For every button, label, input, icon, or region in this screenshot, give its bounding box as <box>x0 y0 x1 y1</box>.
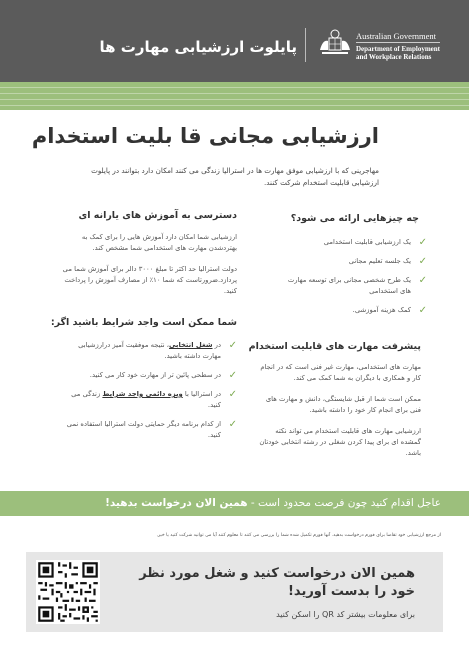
cta-headline-line-2: خود را بدست آورید! <box>288 584 415 599</box>
check-icon: ✓ <box>418 237 427 248</box>
department-name-line1: Department of Employment <box>356 45 440 53</box>
header-bar <box>0 0 469 82</box>
page-title: ارزشیابی مجانی قا بلیت استخدام <box>31 124 379 148</box>
department-name-line2: and Workplace Relations <box>356 53 432 61</box>
cta-instruction: برای معلومات بیشتر کد QR را اسکن کنید <box>276 610 415 619</box>
check-icon: ✓ <box>228 389 237 400</box>
eligibility-list <box>59 340 237 449</box>
employability-paragraph-3: ارزشیابی مهارت های قابلیت استخدام می تواند نکته گمشده ای برای پیدا کردن شغلی در رشته انتخابی خودتان باشد. <box>259 427 421 457</box>
gov-name: Australian Government <box>356 32 440 43</box>
list-item: ✓ یک ارزشیابی قابلیت استخدامی <box>323 237 427 248</box>
banner-text: عاجل اقدام کنید چون فرصت محدود است - همین الان درخواست بدهید! <box>105 497 441 509</box>
employability-paragraph-2: ممکن است شما از قبل شایستگی، دانش و مهارت های فنی برای انجام کار خود را داشته باشید. <box>265 395 421 414</box>
intro-paragraph: مهاجرینی که با ارزشیابی موفق مهارت ها در استرالیا زندگی می کنند امکان دارد بتوانند در پایلوت ارزشیابی قابلیت استخدام شرکت کنند. <box>91 166 379 187</box>
list-item: ✓ کمک هزینه آموزشی. <box>352 305 427 316</box>
footnote: از مرجع ارزشیابی خود تقاضا برای فورم درخواست بدهید. آنها فورم تکمیل شده شما را بررسی می کنند تا معلوم کنند آیا می توانید شرکت کنید یا خیر. <box>156 533 441 538</box>
training-paragraph-1: ارزشیابی شما امکان دارد آموزش هایی را برای کمک به بهتردشدن مهارت های استخدامی شما مشخص کند. <box>81 233 237 252</box>
government-logo-text <box>356 32 440 61</box>
header-title: پایلوت ارزشیابی مهارت ها <box>99 38 297 56</box>
offerings-list <box>279 237 427 324</box>
list-item: ✓ یک جلسه تعلیم مجانی <box>348 256 427 267</box>
check-icon: ✓ <box>228 419 237 430</box>
list-item: ✓ در استرالیا با ویزه دائمی واجد شرایط زندگی می کنید. <box>71 389 237 409</box>
check-icon: ✓ <box>228 340 237 351</box>
call-to-action-box <box>26 552 443 632</box>
list-item: ✓ یک طرح شخصی مجانی برای توسعه مهارت های استخدامی <box>287 275 427 295</box>
check-icon: ✓ <box>418 305 427 316</box>
list-item: ✓ از کدام برنامه دیگر حمایتی دولت استرالیا استفاده نمی کنید. <box>66 419 237 439</box>
urgent-banner <box>0 491 469 516</box>
list-item: ✓ در شغل انتخابی، نتیجه موفقیت آمیز درارزشیابی مهارت داشته باشید. <box>78 340 237 360</box>
training-heading: دسترسی به آموزش های یارانه ای <box>78 210 237 221</box>
employability-paragraph-1: مهارت های استخدامی، مهارت غیر فنی است که در انجام کار و همکاری با دیگران به شما کمک می کند. <box>260 363 421 382</box>
employability-heading: پیشرفت مهارت های قابلیت استخدام <box>248 341 421 352</box>
qr-code[interactable] <box>36 560 100 624</box>
training-paragraph-2: دولت استرالیا حد اکثر تا مبلغ ۳۰۰۰ دالر برای آموزش شما می پردازد.ضرورتاست که شما ۱۰٪ از مصارف آموزش را پرداخت کنید. <box>62 265 237 295</box>
list-item: ✓ در سطحی پائین تر از مهارت خود کار می کنید. <box>89 370 237 381</box>
cta-headline-line-1: همین الان درخواست کنید و شغل مورد نظر <box>139 566 415 581</box>
eligibility-heading: شما ممکن است واجد شرایط باشید اگر: <box>50 317 237 328</box>
check-icon: ✓ <box>228 370 237 381</box>
check-icon: ✓ <box>418 275 427 286</box>
coat-of-arms-icon <box>318 28 352 58</box>
check-icon: ✓ <box>418 256 427 267</box>
header-divider <box>305 28 306 62</box>
offerings-heading: چه چیزهایی ارائه می شود؟ <box>290 213 419 224</box>
header-accent-stripe <box>0 82 469 110</box>
